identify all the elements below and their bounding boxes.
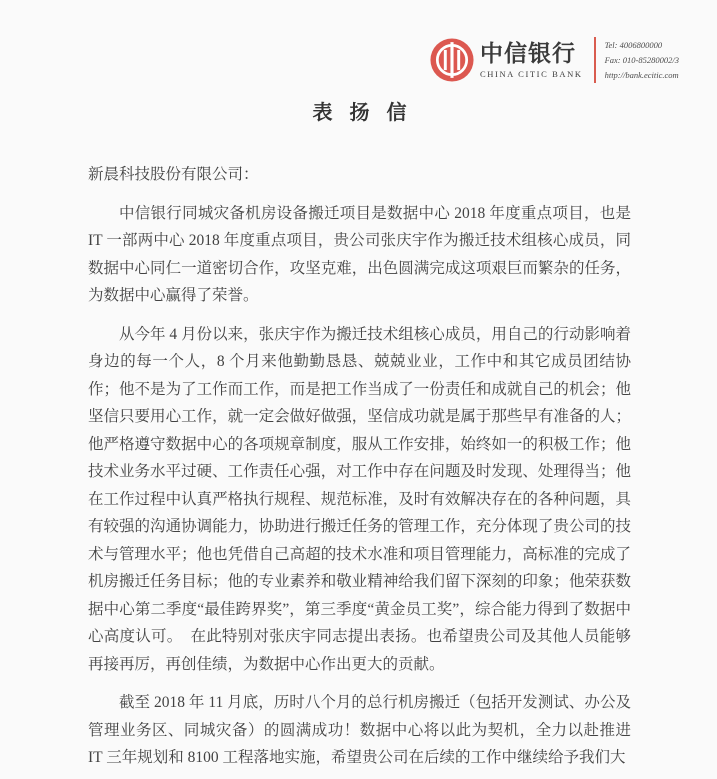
letter-salutation: 新晨科技股份有限公司：	[88, 166, 259, 183]
contact-fax: Fax: 010-85280002/3	[604, 55, 679, 65]
letter-body	[88, 161, 631, 779]
bank-name-cn: 中信银行	[480, 41, 576, 66]
letter-title: 表 扬 信	[312, 102, 413, 124]
bank-contact-info	[594, 37, 679, 83]
letter-paragraph: 中信银行同城灾备机房设备搬迁项目是数据中心 2018 年度重点项目，也是 IT 一部两中心 2018 年度重点项目，贵公司张庆宇作为搬迁技术组核心成员，同数据中心同仁一道密切合作，攻坚克难，出色圆满完成这项艰巨而繁杂的任务，为数据中心赢得了荣誉。	[88, 204, 631, 304]
bank-header	[430, 37, 679, 83]
citic-bank-logo-icon	[430, 38, 474, 82]
contact-tel: Tel: 4006800000	[604, 40, 663, 50]
bank-name-en: CHINA CITIC BANK	[480, 69, 583, 79]
letter-paragraph: 截至 2018 年 11 月底，历时八个月的总行机房搬迁（包括开发测试、办公及管理业务区、同城灾备）的圆满成功！数据中心将以此为契机，全力以赴推进 IT 三年规划和 8100 工程落地实施，希望贵公司在后续的工作中继续给予我们大	[88, 694, 631, 766]
bank-names	[480, 41, 583, 79]
contact-website: http://bank.ecitic.com	[604, 70, 679, 80]
letter-paragraph: 从今年 4 月份以来，张庆宇作为搬迁技术组核心成员，用自己的行动影响着身边的每一个人，8 个月来他勤勤恳恳、兢兢业业，工作中和其它成员团结协作；他不是为了工作而工作，而是把工作当成了一份责任和成就自己的机会；他坚信只要用心工作，就一定会做好做强，坚信成功就是属于那些早有准备的人；他严格遵守数据中心的各项规章制度，服从工作安排，始终如一的积极工作；他技术业务水平过硬、工作责任心强，对工作中存在问题及时发现、处理得当；他在工作过程中认真严格执行规程、规范标准，及时有效解决存在的各种问题，具有较强的沟通协调能力，协助进行搬迁任务的管理工作，充分体现了贵公司的技术与管理水平；他也凭借自己高超的技术水准和项目管理能力，高标准的完成了机房搬迁任务目标；他的专业素养和敬业精神给我们留下深刻的印象；他荣获数据中心第二季度“最佳跨界奖”，第三季度“黄金员工奖”，综合能力得到了数据中心高度认可。 在此特别对张庆宇同志提出表扬。也希望贵公司及其他人员能够再接再厉，再创佳绩，为数据中心作出更大的贡献。	[88, 325, 631, 673]
